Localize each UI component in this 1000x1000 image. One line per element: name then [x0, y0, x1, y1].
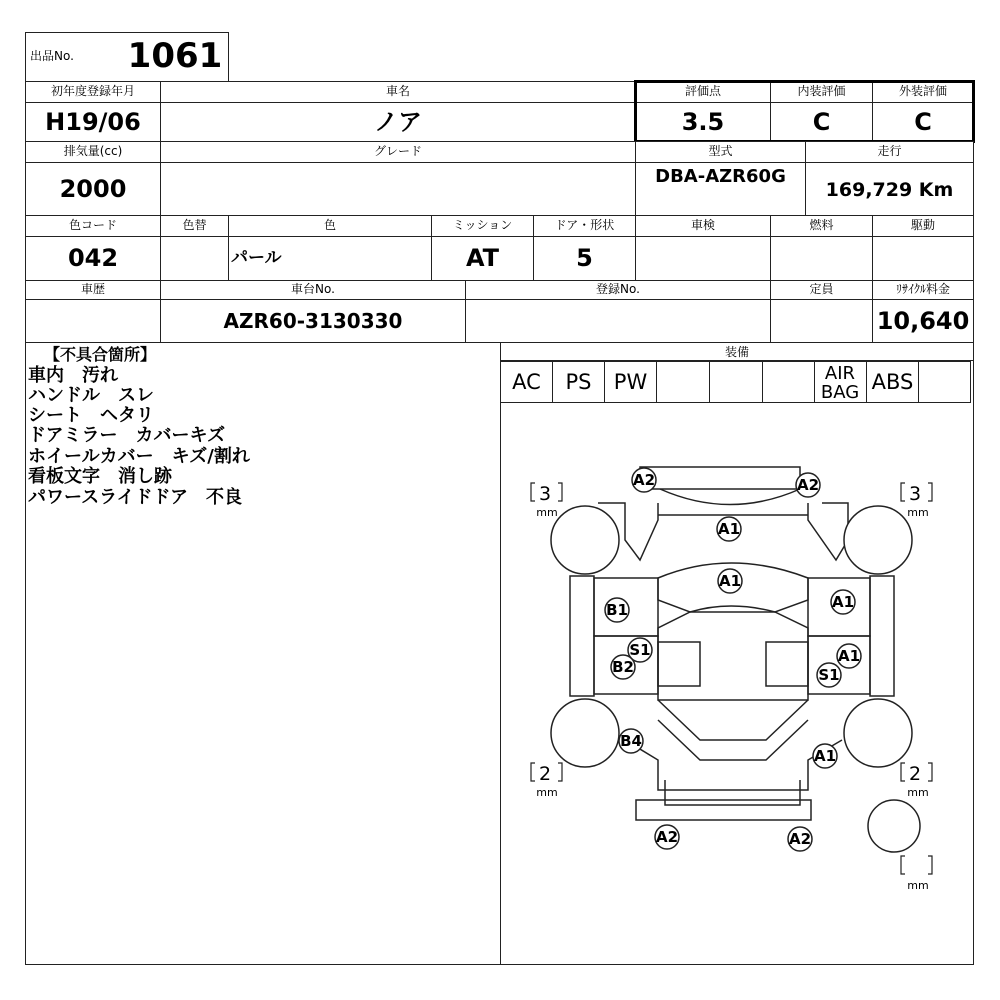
chassis-label: 車台No. — [291, 282, 335, 296]
right-window — [766, 642, 808, 686]
equipment-ps-label: PS — [565, 370, 592, 394]
car-diagram — [500, 404, 974, 964]
capacity-label: 定員 — [809, 282, 834, 296]
defect-item: ドアミラー カバーキズ — [28, 425, 226, 446]
tread-front-right: 3 — [908, 483, 922, 505]
defect-item: パワースライドドア 不良 — [28, 487, 243, 508]
recycle-value: 10,640 — [876, 307, 970, 335]
defect-item: ホイールカバー キズ/割れ — [28, 446, 250, 467]
displacement-value: 2000 — [59, 175, 127, 203]
color-code-label: 色コード — [68, 218, 117, 232]
damage-marker-label: B1 — [606, 601, 628, 619]
equipment-abs-label: ABS — [871, 370, 914, 394]
equipment-slot-4 — [656, 361, 710, 403]
chassis-value: AZR60-3130330 — [223, 309, 403, 333]
first-reg-label: 初年度登録年月 — [50, 84, 135, 98]
defect-item: ハンドル スレ — [28, 385, 154, 406]
right-side-sill — [870, 576, 894, 696]
spare-tire — [868, 800, 920, 852]
damage-marker-label: A2 — [796, 476, 820, 494]
grade-value-cell — [160, 162, 636, 216]
damage-marker-label: A1 — [837, 647, 861, 665]
lot-label: 出品No. — [30, 49, 74, 63]
defects-heading: 【不具合箇所】 — [44, 345, 157, 364]
model-label: 型式 — [708, 144, 733, 158]
wheel-rear-right — [844, 699, 912, 767]
equipment-slot-5 — [709, 361, 763, 403]
left-window — [658, 642, 700, 686]
unit-front-right: mm — [907, 506, 929, 519]
repaint-label: 色替 — [182, 218, 207, 232]
recycle-label: ﾘｻｲｸﾙ料金 — [895, 282, 950, 296]
history-value-cell — [25, 299, 161, 343]
equipment-ac-label: AC — [512, 370, 541, 394]
fuel-label: 燃料 — [809, 218, 834, 232]
registration-label: 登録No. — [596, 282, 640, 296]
defect-item: シート ヘタリ — [28, 405, 154, 426]
capacity-value-cell — [770, 299, 873, 343]
damage-marker-label: A1 — [813, 747, 837, 765]
equipment-airbag-label: AIR BAG — [820, 363, 860, 403]
tread-rear-right: 2 — [908, 763, 922, 785]
damage-marker-label: B4 — [620, 732, 642, 750]
grade-label: グレード — [373, 144, 422, 158]
color-label: 色 — [323, 218, 336, 232]
lot-number: 1061 — [127, 36, 223, 76]
equipment-pw-label: PW — [613, 370, 648, 394]
drive-label: 駆動 — [910, 218, 935, 232]
history-label: 車歴 — [80, 282, 105, 296]
displacement-label: 排気量(cc) — [63, 144, 123, 158]
score-value: 3.5 — [681, 108, 725, 136]
damage-marker-label: A1 — [718, 572, 742, 590]
left-side-sill — [570, 576, 594, 696]
drive-value-cell — [872, 236, 974, 281]
unit-rear-left: mm — [536, 786, 558, 799]
inspection-label: 車検 — [690, 218, 715, 232]
tread-rear-left: 2 — [538, 763, 552, 785]
damage-marker-label: B2 — [612, 658, 634, 676]
registration-value-cell — [465, 299, 771, 343]
damage-marker-label: S1 — [629, 641, 651, 659]
door-value: 5 — [576, 244, 593, 272]
first-reg-value: H19/06 — [45, 108, 141, 136]
transmission-value: AT — [465, 244, 500, 272]
unit-rear-right: mm — [907, 786, 929, 799]
damage-marker-label: A2 — [788, 830, 812, 848]
defect-item: 車内 汚れ — [28, 365, 118, 386]
model-value: DBA-AZR60G — [655, 166, 786, 187]
right-rear-door — [808, 636, 870, 694]
color-value: パール — [231, 248, 282, 268]
wheel-front-right — [844, 506, 912, 574]
mileage-label: 走行 — [877, 144, 902, 158]
defect-item: 看板文字 消し跡 — [28, 466, 172, 487]
score-label: 評価点 — [684, 84, 721, 98]
damage-marker-label: A1 — [717, 520, 741, 538]
interior-label: 内装評価 — [797, 84, 846, 98]
equipment-slot-6 — [762, 361, 815, 403]
car-name-label: 車名 — [385, 84, 410, 98]
rear-bumper — [636, 800, 811, 820]
exterior-value: C — [914, 108, 932, 136]
interior-value: C — [812, 108, 831, 136]
mileage-value: 169,729 Km — [825, 179, 954, 201]
door-label: ドア・形状 — [554, 218, 615, 232]
equipment-slot-9 — [918, 361, 971, 403]
color-code-value: 042 — [67, 244, 119, 272]
repaint-value-cell — [160, 236, 229, 281]
car-name-value: ノア — [374, 108, 422, 136]
damage-marker-label: A2 — [655, 828, 679, 846]
damage-marker-label: A1 — [831, 593, 855, 611]
transmission-label: ミッション — [452, 218, 513, 232]
unit-front-left: mm — [536, 506, 558, 519]
equipment-label: 装備 — [724, 345, 749, 359]
front-bumper — [640, 467, 800, 489]
tread-front-left: 3 — [538, 483, 552, 505]
fuel-value-cell — [770, 236, 873, 281]
unit-spare: mm — [907, 879, 929, 892]
damage-marker-label: A2 — [632, 471, 656, 489]
inspection-value-cell — [635, 236, 771, 281]
damage-marker-label: S1 — [818, 666, 840, 684]
wheel-front-left — [551, 506, 619, 574]
wheel-rear-left — [551, 699, 619, 767]
exterior-label: 外装評価 — [898, 84, 947, 98]
